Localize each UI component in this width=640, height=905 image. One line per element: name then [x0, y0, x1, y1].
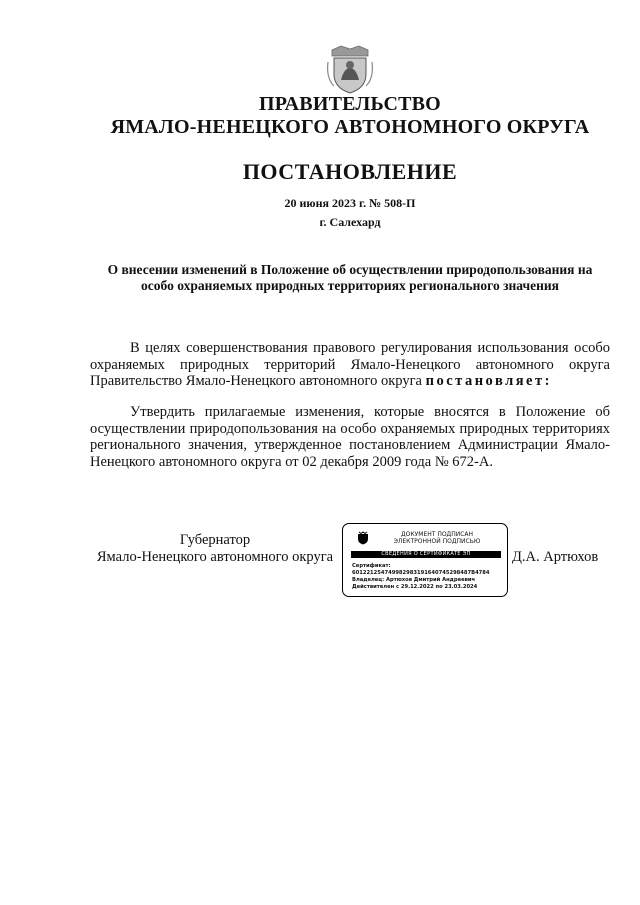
signatory-name: Д.А. Артюхов [512, 549, 599, 565]
date-and-number: 20 июня 2023 г. № 508-П [284, 196, 416, 210]
preamble-text: В целях совершенствования правового регулирования использования особо охраняемых природных территорий Ямало-Ненецкого автономного округа Правительство Ямало-Ненецкого автономного округа [90, 340, 610, 389]
decree-word: постановляет: [425, 373, 552, 389]
signatory-title-line2: Ямало-Ненецкого автономного округа [96, 549, 334, 565]
stamp-heading-line1: ДОКУМЕНТ ПОДПИСАН [400, 531, 474, 538]
signatory-title [90, 532, 340, 566]
document-title: О внесении изменений в Положение об осуществлении природопользования на особо охраняемых природных территориях регионального значения [107, 262, 593, 293]
government-name-line2: ЯМАЛО-НЕНЕЦКОГО АВТОНОМНОГО ОКРУГА [110, 116, 590, 138]
operative-paragraph: Утвердить прилагаемые изменения, которые вносятся в Положение об осуществлении природопользования на особо охраняемых природных территориях регионального значения, утвержденное постановлением Администрации Ямало-Ненецкого автономного округа от 02 декабря 2009 года № 672-А. [90, 404, 610, 470]
preamble-paragraph [90, 340, 610, 390]
stamp-certificate-number: 601221254749982983191640745298487B4784 [352, 570, 490, 576]
document-type: ПОСТАНОВЛЕНИЕ [242, 159, 458, 184]
stamp-valid-period: Действителен с 29.12.2022 по 23.03.2024 [352, 584, 478, 590]
signatory-title-line1: Губернатор [179, 532, 251, 548]
stamp-certificate-bar: СВЕДЕНИЯ О СЕРТИФИКАТЕ ЭП [351, 551, 501, 558]
stamp-heading [371, 531, 503, 545]
government-name-line1: ПРАВИТЕЛЬСТВО [259, 93, 441, 115]
coat-of-arms-icon [326, 44, 374, 94]
city: г. Салехард [319, 215, 381, 229]
stamp-certificate-label: Сертификат: [352, 563, 391, 569]
stamp-coat-of-arms-icon [357, 531, 369, 545]
stamp-owner: Владелец: Артюхов Дмитрий Андреевич [352, 577, 476, 583]
stamp-heading-line2: ЭЛЕКТРОННОЙ ПОДПИСЬЮ [393, 538, 481, 545]
electronic-signature-stamp [342, 523, 508, 597]
